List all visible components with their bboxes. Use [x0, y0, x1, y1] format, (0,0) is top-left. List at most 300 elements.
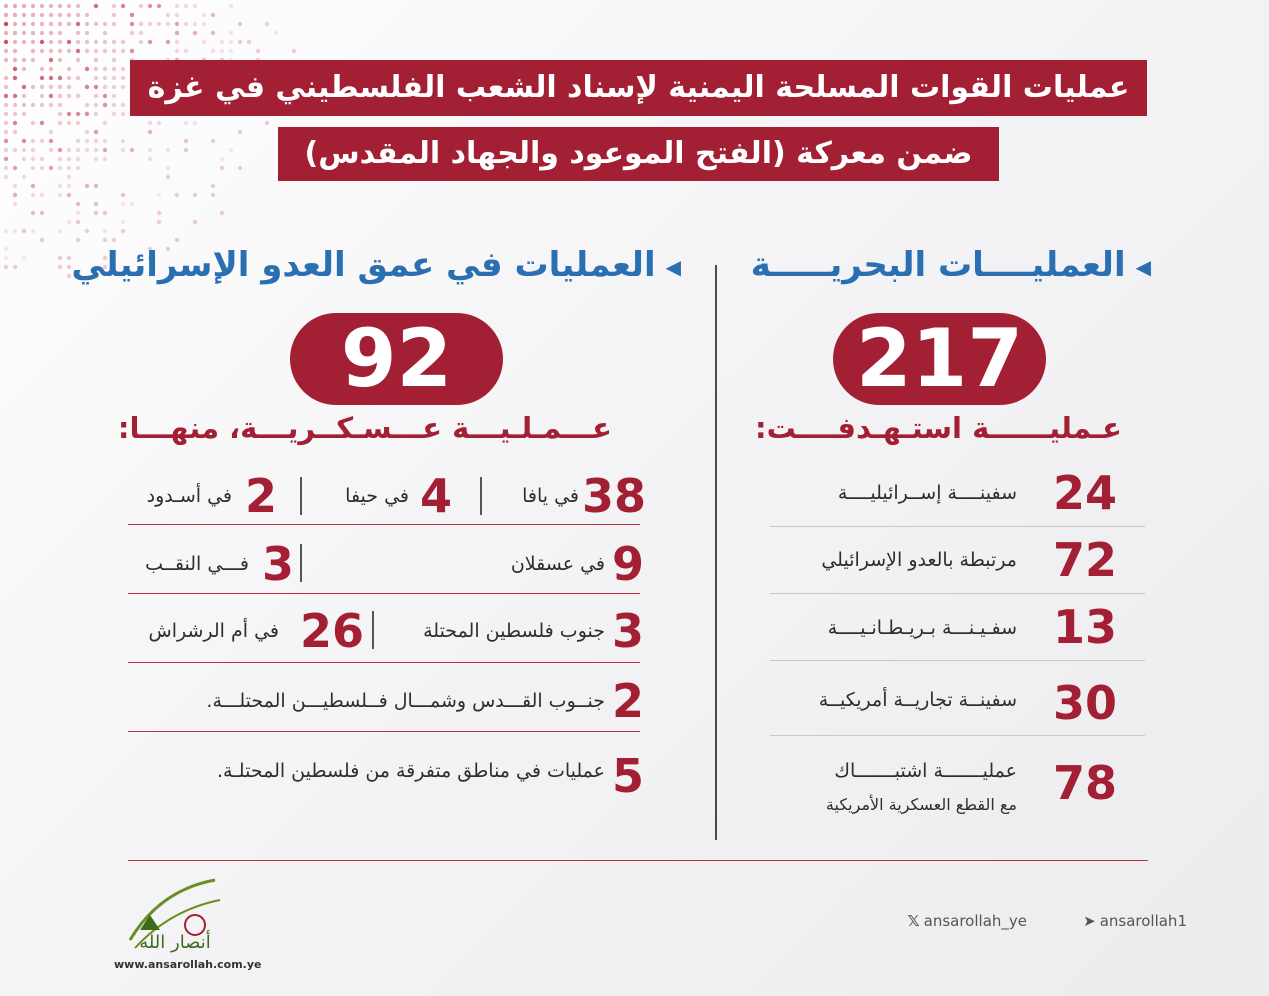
- decorative-dot: [274, 31, 278, 35]
- decorative-dot: [193, 121, 197, 125]
- decorative-dot: [58, 265, 62, 269]
- decorative-dot: [175, 40, 179, 44]
- decorative-dot: [148, 130, 152, 134]
- decorative-dot: [94, 202, 98, 206]
- decorative-dot: [40, 157, 44, 161]
- decorative-dot: [58, 31, 62, 35]
- decorative-dot: [76, 4, 80, 8]
- decorative-dot: [67, 49, 71, 53]
- decorative-dot: [157, 121, 161, 125]
- decorative-dot: [22, 67, 26, 71]
- decorative-dot: [94, 211, 98, 215]
- decorative-dot: [175, 193, 179, 197]
- decorative-dot: [94, 157, 98, 161]
- decorative-dot: [31, 139, 35, 143]
- row-separator: [128, 662, 640, 663]
- decorative-dot: [40, 67, 44, 71]
- telegram-icon: ➤: [1083, 912, 1096, 930]
- decorative-dot: [31, 166, 35, 170]
- decorative-dot: [76, 121, 80, 125]
- decorative-dot: [121, 193, 125, 197]
- decorative-dot: [103, 22, 107, 26]
- decorative-dot: [49, 58, 53, 62]
- decorative-dot: [22, 148, 26, 152]
- decorative-dot: [112, 238, 116, 242]
- decorative-dot: [22, 112, 26, 116]
- decorative-dot: [58, 148, 62, 152]
- decorative-dot: [76, 211, 80, 215]
- decorative-dot: [85, 103, 89, 107]
- row-separator: [128, 731, 640, 732]
- decorative-dot: [4, 103, 8, 107]
- depth-item-number: 2: [245, 469, 278, 523]
- decorative-dot: [22, 256, 26, 260]
- decorative-dot: [67, 166, 71, 170]
- decorative-dot: [58, 58, 62, 62]
- decorative-dot: [103, 94, 107, 98]
- decorative-dot: [58, 4, 62, 8]
- decorative-dot: [211, 49, 215, 53]
- decorative-dot: [49, 31, 53, 35]
- decorative-dot: [49, 166, 53, 170]
- decorative-dot: [13, 67, 17, 71]
- decorative-dot: [13, 148, 17, 152]
- decorative-dot: [85, 67, 89, 71]
- decorative-dot: [94, 4, 98, 8]
- decorative-dot: [22, 175, 26, 179]
- naval-item-label-line2: مع القطع العسكرية الأمريكية: [825, 795, 1017, 814]
- decorative-dot: [4, 157, 8, 161]
- depth-item-label: فـــي النقــب: [145, 553, 249, 575]
- row-separator: [770, 526, 1145, 527]
- decorative-dot: [40, 49, 44, 53]
- decorative-dot: [13, 121, 17, 125]
- decorative-dot: [220, 40, 224, 44]
- decorative-dot: [94, 94, 98, 98]
- decorative-dot: [67, 112, 71, 116]
- naval-subtitle: عـمليــــــة استـهـدفــــت:: [755, 411, 1122, 445]
- naval-operations-title: [751, 245, 1151, 285]
- decorative-dot: [229, 148, 233, 152]
- depth-item-label: في عسقلان: [510, 553, 605, 575]
- decorative-dot: [184, 121, 188, 125]
- decorative-dot: [49, 148, 53, 152]
- decorative-dot: [148, 148, 152, 152]
- website-url: www.ansarollah.com.ye: [114, 958, 262, 971]
- decorative-dot: [58, 112, 62, 116]
- decorative-dot: [13, 130, 17, 134]
- decorative-dot: [220, 166, 224, 170]
- decorative-dot: [4, 76, 8, 80]
- decorative-dot: [85, 229, 89, 233]
- decorative-dot: [76, 31, 80, 35]
- decorative-dot: [31, 229, 35, 233]
- decorative-dot: [4, 94, 8, 98]
- decorative-dot: [31, 193, 35, 197]
- decorative-dot: [4, 139, 8, 143]
- decorative-dot: [49, 49, 53, 53]
- decorative-dot: [13, 49, 17, 53]
- ansarollah-logo: [120, 870, 230, 956]
- decorative-dot: [4, 130, 8, 134]
- decorative-dot: [76, 22, 80, 26]
- decorative-dot: [130, 13, 134, 17]
- decorative-dot: [103, 67, 107, 71]
- decorative-dot: [112, 49, 116, 53]
- decorative-dot: [58, 166, 62, 170]
- naval-title-text: العمليــــات البحريـــــة: [750, 245, 1126, 285]
- x-icon: 𝕏: [907, 912, 920, 930]
- decorative-dot: [40, 76, 44, 80]
- decorative-dot: [94, 139, 98, 143]
- decorative-dot: [22, 139, 26, 143]
- naval-item-number: 78: [1052, 756, 1117, 810]
- decorative-dot: [67, 4, 71, 8]
- decorative-dot: [94, 40, 98, 44]
- decorative-dot: [94, 103, 98, 107]
- decorative-dot: [85, 112, 89, 116]
- decorative-dot: [4, 256, 8, 260]
- decorative-dot: [85, 139, 89, 143]
- decorative-dot: [121, 67, 125, 71]
- depth-total-badge: 92: [290, 313, 503, 405]
- decorative-dot: [94, 49, 98, 53]
- decorative-dot: [76, 148, 80, 152]
- decorative-dot: [76, 139, 80, 143]
- decorative-dot: [247, 40, 251, 44]
- decorative-dot: [13, 40, 17, 44]
- decorative-dot: [4, 121, 8, 125]
- decorative-dot: [184, 148, 188, 152]
- decorative-dot: [148, 157, 152, 161]
- decorative-dot: [193, 220, 197, 224]
- depth-item-label: عمليات في مناطق متفرقة من فلسطين المحتلـة.: [217, 760, 605, 782]
- decorative-dot: [166, 40, 170, 44]
- decorative-dot: [130, 49, 134, 53]
- decorative-dot: [121, 202, 125, 206]
- decorative-dot: [31, 148, 35, 152]
- decorative-dot: [40, 13, 44, 17]
- row-separator: [128, 593, 640, 594]
- decorative-dot: [76, 49, 80, 53]
- decorative-dot: [76, 166, 80, 170]
- decorative-dot: [58, 184, 62, 188]
- decorative-dot: [202, 13, 206, 17]
- decorative-dot: [58, 22, 62, 26]
- decorative-dot: [22, 58, 26, 62]
- decorative-dot: [4, 31, 8, 35]
- decorative-dot: [22, 4, 26, 8]
- decorative-dot: [166, 166, 170, 170]
- decorative-dot: [58, 193, 62, 197]
- decorative-dot: [121, 139, 125, 143]
- decorative-dot: [4, 247, 8, 251]
- decorative-dot: [76, 58, 80, 62]
- decorative-dot: [220, 211, 224, 215]
- decorative-dot: [67, 193, 71, 197]
- decorative-dot: [121, 220, 125, 224]
- decorative-dot: [184, 49, 188, 53]
- decorative-dot: [157, 22, 161, 26]
- decorative-dot: [13, 13, 17, 17]
- decorative-dot: [103, 157, 107, 161]
- decorative-dot: [184, 4, 188, 8]
- decorative-dot: [112, 13, 116, 17]
- decorative-dot: [85, 31, 89, 35]
- decorative-dot: [58, 40, 62, 44]
- decorative-dot: [103, 211, 107, 215]
- decorative-dot: [76, 238, 80, 242]
- column-divider: [715, 265, 717, 840]
- depth-item-label: في أسـدود: [146, 485, 232, 507]
- naval-item-label: سفـيـنـــة بـريـطـانـيــــة: [827, 617, 1017, 639]
- decorative-dot: [40, 139, 44, 143]
- depth-operations-title: [71, 245, 681, 285]
- decorative-dot: [67, 40, 71, 44]
- decorative-dot: [85, 49, 89, 53]
- decorative-dot: [49, 76, 53, 80]
- decorative-dot: [229, 49, 233, 53]
- header-title-line-1: عمليات القوات المسلحة اليمنية لإسناد الشعب الفلسطيني في غزة: [130, 60, 1147, 116]
- decorative-dot: [67, 13, 71, 17]
- decorative-dot: [184, 22, 188, 26]
- decorative-dot: [85, 130, 89, 134]
- decorative-dot: [76, 94, 80, 98]
- decorative-dot: [112, 58, 116, 62]
- depth-item-label: في حيفا: [345, 485, 409, 507]
- decorative-dot: [166, 22, 170, 26]
- decorative-dot: [76, 40, 80, 44]
- decorative-dot: [22, 13, 26, 17]
- decorative-dot: [130, 31, 134, 35]
- decorative-dot: [130, 202, 134, 206]
- logo-text: أنصار الله: [139, 932, 211, 953]
- decorative-dot: [121, 76, 125, 80]
- decorative-dot: [193, 22, 197, 26]
- decorative-dot: [13, 22, 17, 26]
- decorative-dot: [49, 103, 53, 107]
- triangle-marker-icon: ◀: [665, 254, 681, 279]
- row-separator: [770, 735, 1145, 736]
- decorative-dot: [31, 184, 35, 188]
- decorative-dot: [67, 22, 71, 26]
- decorative-dot: [256, 49, 260, 53]
- decorative-dot: [58, 256, 62, 260]
- decorative-dot: [148, 22, 152, 26]
- decorative-dot: [85, 22, 89, 26]
- decorative-dot: [13, 103, 17, 107]
- decorative-dot: [94, 22, 98, 26]
- decorative-dot: [175, 31, 179, 35]
- decorative-dot: [4, 22, 8, 26]
- decorative-dot: [121, 4, 125, 8]
- depth-item-number: 9: [612, 537, 645, 591]
- decorative-dot: [112, 94, 116, 98]
- decorative-dot: [4, 175, 8, 179]
- decorative-dot: [13, 184, 17, 188]
- decorative-dot: [103, 31, 107, 35]
- decorative-dot: [67, 67, 71, 71]
- decorative-dot: [58, 49, 62, 53]
- decorative-dot: [166, 175, 170, 179]
- decorative-dot: [40, 4, 44, 8]
- decorative-dot: [103, 121, 107, 125]
- decorative-dot: [211, 184, 215, 188]
- decorative-dot: [202, 40, 206, 44]
- decorative-dot: [175, 22, 179, 26]
- decorative-dot: [175, 13, 179, 17]
- decorative-dot: [40, 121, 44, 125]
- decorative-dot: [76, 76, 80, 80]
- decorative-dot: [85, 13, 89, 17]
- decorative-dot: [139, 4, 143, 8]
- decorative-dot: [121, 40, 125, 44]
- decorative-dot: [31, 4, 35, 8]
- decorative-dot: [238, 130, 242, 134]
- decorative-dot: [103, 238, 107, 242]
- decorative-dot: [238, 22, 242, 26]
- decorative-dot: [85, 184, 89, 188]
- decorative-dot: [76, 112, 80, 116]
- footer-separator: [128, 860, 1148, 861]
- decorative-dot: [31, 103, 35, 107]
- decorative-dot: [220, 49, 224, 53]
- decorative-dot: [103, 229, 107, 233]
- decorative-dot: [67, 184, 71, 188]
- decorative-dot: [49, 139, 53, 143]
- triangle-marker-icon: ◀: [1135, 254, 1151, 279]
- decorative-dot: [148, 40, 152, 44]
- telegram-handle[interactable]: [1083, 912, 1187, 930]
- decorative-dot: [13, 4, 17, 8]
- decorative-dot: [130, 148, 134, 152]
- header-title-line-2: ضمن معركة (الفتح الموعود والجهاد المقدس): [278, 127, 999, 181]
- decorative-dot: [94, 58, 98, 62]
- decorative-dot: [58, 103, 62, 107]
- decorative-dot: [58, 76, 62, 80]
- decorative-dot: [4, 85, 8, 89]
- decorative-dot: [85, 40, 89, 44]
- decorative-dot: [112, 85, 116, 89]
- decorative-dot: [94, 184, 98, 188]
- decorative-dot: [31, 211, 35, 215]
- depth-item-label: جنوب فلسطين المحتلة: [423, 620, 605, 642]
- decorative-dot: [103, 139, 107, 143]
- decorative-dot: [13, 58, 17, 62]
- x-handle[interactable]: [908, 912, 1027, 930]
- decorative-dot: [13, 112, 17, 116]
- decorative-dot: [22, 229, 26, 233]
- decorative-dot: [4, 112, 8, 116]
- decorative-dot: [139, 40, 143, 44]
- decorative-dot: [112, 67, 116, 71]
- decorative-dot: [4, 49, 8, 53]
- decorative-dot: [40, 103, 44, 107]
- decorative-dot: [94, 67, 98, 71]
- decorative-dot: [193, 31, 197, 35]
- decorative-dot: [238, 40, 242, 44]
- decorative-dot: [58, 13, 62, 17]
- x-handle-text: ansarollah_ye: [923, 912, 1027, 930]
- depth-item-number: 3: [612, 604, 645, 658]
- decorative-dot: [40, 193, 44, 197]
- decorative-dot: [292, 49, 296, 53]
- decorative-dot: [166, 148, 170, 152]
- decorative-dot: [58, 85, 62, 89]
- depth-item-label: في يافا: [522, 485, 579, 507]
- depth-item-number: 3: [262, 537, 295, 591]
- decorative-dot: [193, 4, 197, 8]
- decorative-dot: [193, 193, 197, 197]
- decorative-dot: [67, 175, 71, 179]
- decorative-dot: [121, 103, 125, 107]
- decorative-dot: [229, 4, 233, 8]
- naval-item-label: عمليـــــــة اشتبـــــــاك: [834, 760, 1017, 782]
- decorative-dot: [67, 148, 71, 152]
- decorative-dot: [121, 85, 125, 89]
- decorative-dot: [49, 22, 53, 26]
- decorative-dot: [4, 58, 8, 62]
- decorative-dot: [4, 13, 8, 17]
- decorative-dot: [76, 220, 80, 224]
- decorative-dot: [175, 4, 179, 8]
- decorative-dot: [22, 157, 26, 161]
- decorative-dot: [49, 40, 53, 44]
- decorative-dot: [49, 4, 53, 8]
- decorative-dot: [4, 40, 8, 44]
- decorative-dot: [211, 193, 215, 197]
- naval-total-badge: 217: [833, 313, 1046, 405]
- decorative-dot: [13, 94, 17, 98]
- cell-divider: [300, 544, 302, 582]
- decorative-dot: [148, 4, 152, 8]
- decorative-dot: [40, 40, 44, 44]
- decorative-dot: [4, 166, 8, 170]
- decorative-dot: [31, 31, 35, 35]
- decorative-dot: [211, 13, 215, 17]
- decorative-dot: [22, 103, 26, 107]
- decorative-dot: [67, 121, 71, 125]
- decorative-dot: [4, 148, 8, 152]
- decorative-dot: [112, 103, 116, 107]
- naval-item-label: مرتبطة بالعدو الإسرائيلي: [821, 549, 1017, 571]
- decorative-dot: [67, 76, 71, 80]
- decorative-dot: [31, 22, 35, 26]
- decorative-dot: [76, 13, 80, 17]
- decorative-dot: [67, 94, 71, 98]
- decorative-dot: [31, 13, 35, 17]
- decorative-dot: [85, 85, 89, 89]
- cell-divider: [372, 611, 374, 649]
- decorative-dot: [112, 76, 116, 80]
- naval-item-label: سفينــــة إســرائيليــــة: [837, 482, 1017, 504]
- decorative-dot: [103, 76, 107, 80]
- cell-divider: [480, 477, 482, 515]
- decorative-dot: [76, 157, 80, 161]
- decorative-dot: [139, 22, 143, 26]
- decorative-dot: [112, 40, 116, 44]
- decorative-dot: [94, 112, 98, 116]
- decorative-dot: [265, 121, 269, 125]
- decorative-dot: [40, 211, 44, 215]
- decorative-dot: [103, 49, 107, 53]
- telegram-handle-text: ansarollah1: [1099, 912, 1187, 930]
- decorative-dot: [121, 148, 125, 152]
- decorative-dot: [94, 85, 98, 89]
- decorative-dot: [112, 22, 116, 26]
- decorative-dot: [58, 94, 62, 98]
- decorative-dot: [49, 94, 53, 98]
